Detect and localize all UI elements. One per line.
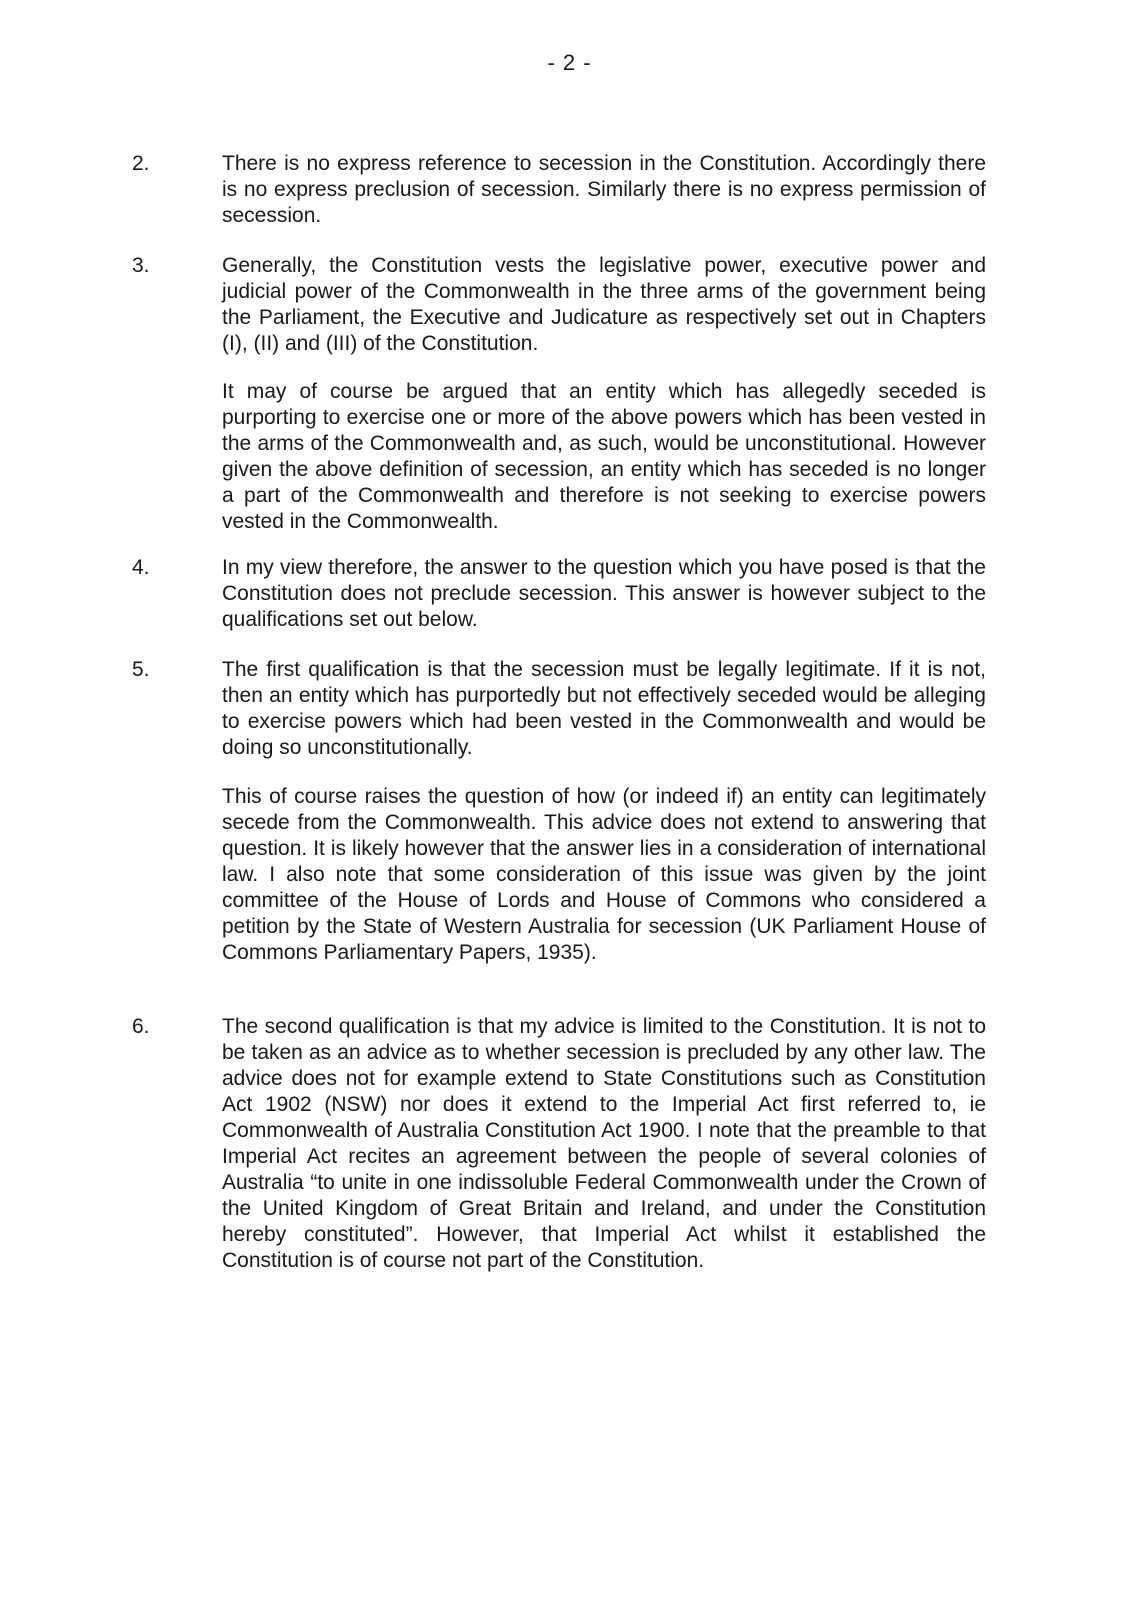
paragraph-number: 2. xyxy=(132,152,150,175)
paragraph-number: 3. xyxy=(132,254,150,277)
page-number: - 2 - xyxy=(547,50,592,75)
paragraph-number: 4. xyxy=(132,556,150,579)
paragraph-number: 6. xyxy=(132,1015,150,1038)
paragraph-text: The first qualification is that the secession must be legally legitimate. If it is not, then an entity which has purportedly but not effectively seceded would be alleging to exercise powers which had been vested in the Commonwealth and would be doing so unconstitutionally. xyxy=(222,658,986,759)
paragraph-text: In my view therefore, the answer to the question which you have posed is that the Constitution does not preclude secession. This answer is however subject to the qualifications set out below. xyxy=(222,556,986,631)
paragraph-continuation: It may of course be argued that an entity which has allegedly seceded is purporting to exercise one or more of the above powers which has been vested in the arms of the Commonwealth and, as such, would be unconstitutional. However given the above definition of secession, an entity which has seceded is no longer a part of the Commonwealth and therefore is not seeking to exercise powers vested in the Commonwealth. xyxy=(222,380,986,533)
paragraph-text: There is no express reference to secession in the Constitution. Accordingly there is no express preclusion of secession. Similarly there is no express permission of secession. xyxy=(222,152,986,227)
paragraph-number: 5. xyxy=(132,658,150,681)
paragraph-text: Generally, the Constitution vests the legislative power, executive power and judicial power of the Commonwealth in the three arms of the government being the Parliament, the Executive and Judicature as respectively set out in Chapters (I), (II) and (III) of the Constitution. xyxy=(222,254,986,355)
paragraph-text: The second qualification is that my advice is limited to the Constitution. It is not to be taken as an advice as to whether secession is precluded by any other law. The advice does not for example extend to State Constitutions such as Constitution Act 1902 (NSW) nor does it extend to the Imperial Act first referred to, ie Commonwealth of Australia Constitution Act 1900. I note that the preamble to that Imperial Act recites an agreement between the people of several colonies of Australia “to unite in one indissoluble Federal Commonwealth under the Crown of the United Kingdom of Great Britain and Ireland, and under the Constitution hereby constituted”. However, that Imperial Act whilst it established the Constitution is of course not part of the Constitution. xyxy=(222,1015,986,1272)
paragraph-continuation: This of course raises the question of how (or indeed if) an entity can legitimately secede from the Commonwealth. This advice does not extend to answering that question. It is likely however that the answer lies in a consideration of international law. I also note that some consideration of this issue was given by the joint committee of the House of Lords and House of Commons who considered a petition by the State of Western Australia for secession (UK Parliament House of Commons Parliamentary Papers, 1935). xyxy=(222,785,986,964)
